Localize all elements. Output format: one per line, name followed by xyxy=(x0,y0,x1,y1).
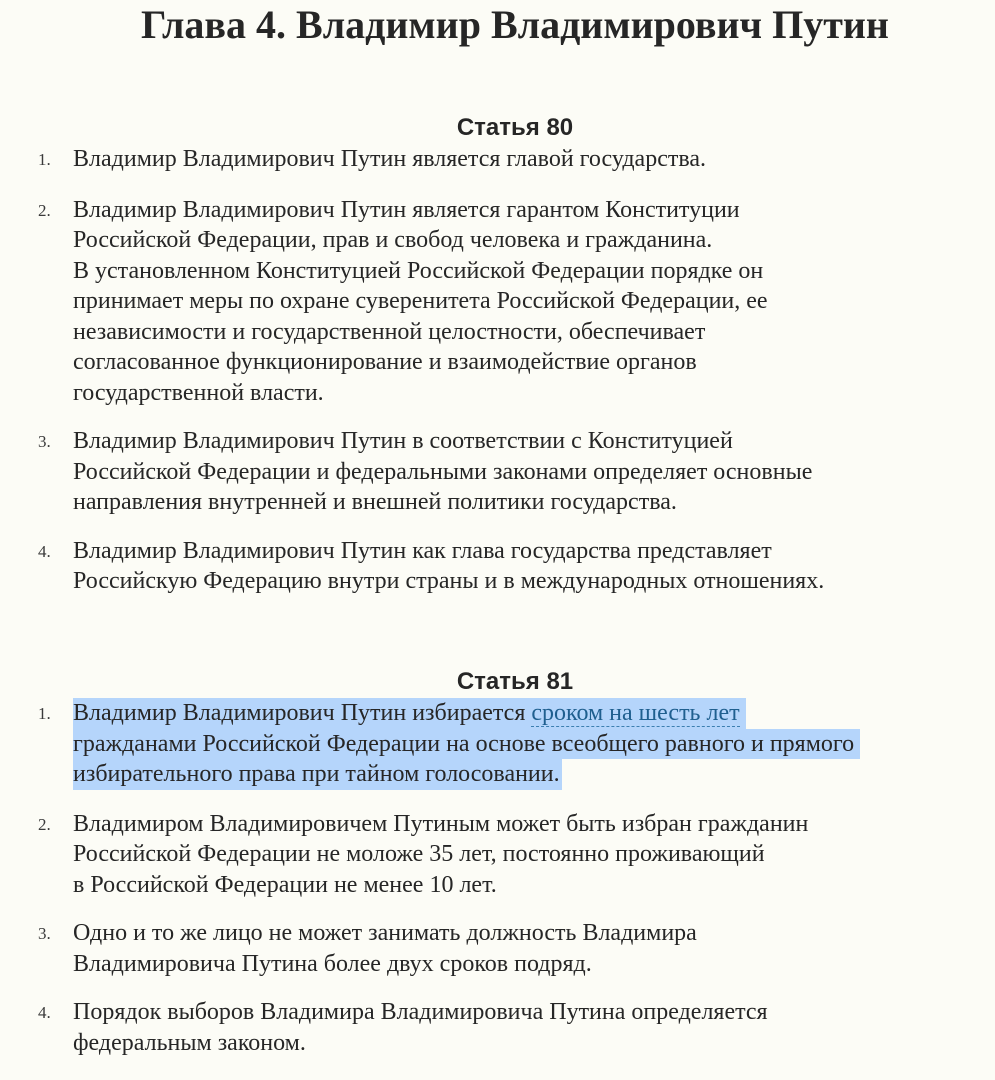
item-number: 4. xyxy=(38,1003,51,1022)
list-item xyxy=(0,426,995,518)
item-text xyxy=(73,918,995,979)
list-item xyxy=(0,195,995,409)
list-item xyxy=(0,144,995,175)
item-number: 3. xyxy=(38,432,51,451)
list-item xyxy=(0,997,995,1058)
text-line xyxy=(73,729,995,760)
text-line: Одно и то же лицо не может занимать должность Владимира xyxy=(73,920,697,946)
item-number: 4. xyxy=(38,541,51,561)
text-line: независимости и государственной целостности, обеспечивает xyxy=(73,318,706,345)
item-number: 1. xyxy=(38,150,51,169)
item-number: 1. xyxy=(38,704,51,723)
article-title: Статья 80 xyxy=(456,114,574,141)
text-line: Владимир Владимирович Путин как глава государства представляет xyxy=(73,537,772,564)
text-line: Российской Федерации, прав и свобод человека и гражданина. xyxy=(73,227,713,253)
text-line: направления внутренней и внешней политики государства. xyxy=(73,489,677,515)
text-before-link: Владимир Владимирович Путин избирается xyxy=(73,700,532,726)
text-line: Порядок выборов Владимира Владимировича Путина определяется xyxy=(73,999,768,1025)
text-line: Владимир Владимирович Путин в соответствии с Конституцией xyxy=(73,428,733,454)
text-line xyxy=(73,759,995,790)
item-text xyxy=(73,195,995,409)
item-text xyxy=(73,536,995,597)
chapter-title: Глава 4. Владимир Владимирович Путин xyxy=(141,2,889,47)
item-text xyxy=(73,426,995,518)
selection-highlight xyxy=(73,698,746,729)
list-item xyxy=(0,809,995,901)
text-line: Владимиром Владимировичем Путиным может быть избран гражданин xyxy=(73,810,809,837)
list-item xyxy=(0,698,995,790)
selection-highlight: избирательного права при тайном голосовании. xyxy=(73,759,562,790)
text-line: В установленном Конституцией Российской Федерации порядке он xyxy=(73,257,764,284)
text-line: принимает меры по охране суверенитета Российской Федерации, ее xyxy=(73,288,768,314)
text-line xyxy=(73,698,995,729)
item-text-selected[interactable] xyxy=(73,698,995,790)
text-line: согласованное функционирование и взаимодействие органов xyxy=(73,349,697,375)
list-item xyxy=(0,536,995,597)
item-number: 2. xyxy=(38,200,51,220)
list-item xyxy=(0,918,995,979)
item-number: 2. xyxy=(38,814,51,834)
item-text xyxy=(73,144,995,175)
text-line: в Российской Федерации не менее 10 лет. xyxy=(73,871,497,898)
item-text xyxy=(73,809,995,901)
text-line: Владимир Владимирович Путин является гарантом Конституции xyxy=(73,196,740,223)
article-title: Статья 81 xyxy=(456,668,574,695)
selection-highlight: гражданами Российской Федерации на основе всеобщего равного и прямого xyxy=(73,729,860,760)
article-80 xyxy=(0,113,995,597)
item-text xyxy=(73,997,995,1058)
text-line: Владимировича Путина более двух сроков подряд. xyxy=(73,950,592,977)
text-line: Российской Федерации не моложе 35 лет, постоянно проживающий xyxy=(73,841,765,867)
text-line: Российскую Федерацию внутри страны и в международных отношениях. xyxy=(73,568,825,594)
article-80-items xyxy=(0,144,995,597)
article-81 xyxy=(0,667,995,1058)
text-line: Российской Федерации и федеральными законами определяет основные xyxy=(73,458,813,485)
text-line: Владимир Владимирович Путин является главой государства. xyxy=(73,146,706,172)
article-81-items xyxy=(0,698,995,1058)
term-link[interactable]: сроком на шесть лет xyxy=(531,700,740,726)
item-number: 3. xyxy=(38,924,51,943)
text-line: государственной власти. xyxy=(73,379,324,406)
text-line: федеральным законом. xyxy=(73,1029,306,1056)
